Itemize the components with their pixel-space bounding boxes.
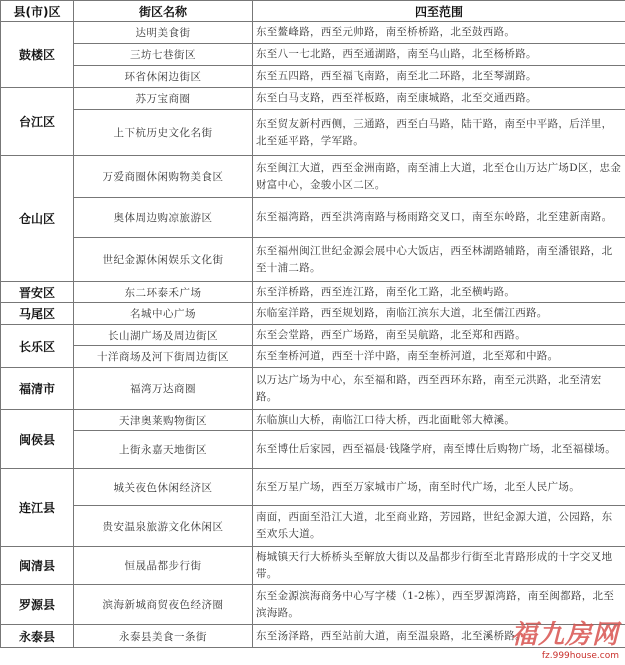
- district-cell: 罗源县: [1, 585, 74, 625]
- block-name-cell: 长山湖广场及周边街区: [74, 325, 253, 346]
- district-cell: 闽清县: [1, 547, 74, 585]
- range-cell: 东至五四路，西至福飞南路，南至北二环路，北至琴湖路。: [253, 66, 625, 88]
- block-name-cell: 名城中心广场: [74, 303, 253, 325]
- district-cell: 晋安区: [1, 282, 74, 303]
- block-name-cell: 滨海新城商贸夜色经济圈: [74, 585, 253, 625]
- header-range: 四至范围: [253, 1, 625, 22]
- table-row: [1, 469, 625, 506]
- block-name-cell: 世纪金源休闲娱乐文化街: [74, 238, 253, 282]
- range-cell: 梅城镇天行大桥桥头至解放大街以及晶都步行街至北青路形成的十字交叉地带。: [253, 547, 625, 585]
- range-cell: 东至闽江大道，西至金洲南路，南至浦上大道，北至仓山万达广场D区，忠金财富中心，金骏小区二区。: [253, 156, 625, 198]
- table-row: [1, 156, 625, 198]
- block-name-cell: 上街永嘉天地街区: [74, 431, 253, 469]
- range-cell: 东至博仕后家园，西至福晨·钱隆学府，南至博仕后购物广场，北至福様场。: [253, 431, 625, 469]
- range-cell: 东至福湾路，西至洪湾南路与杨雨路交叉口，南至东岭路，北至建新南路。: [253, 198, 625, 238]
- block-name-cell: 永泰县美食一条街: [74, 625, 253, 648]
- block-name-cell: 福湾万达商圈: [74, 368, 253, 410]
- district-cell: 连江县: [1, 469, 74, 547]
- range-cell: 东至金源滨海商务中心写字楼（1-2栋），西至罗源湾路，南至闽都路，北至滨海路。: [253, 585, 625, 625]
- header-block-name: 街区名称: [74, 1, 253, 22]
- range-cell: 东至奎桥河道，西至十洋中路，南至奎桥河道，北至郑和中路。: [253, 346, 625, 368]
- range-cell: 东至白马支路，西至祥板路，南至康城路，北至交通西路。: [253, 88, 625, 110]
- block-name-cell: 三坊七巷街区: [74, 44, 253, 66]
- table-row: [1, 431, 625, 469]
- table-row: [1, 44, 625, 66]
- block-name-cell: 十洋商场及河下街周边街区: [74, 346, 253, 368]
- range-cell: 东至洋桥路，西至连江路，南至化工路，北至横屿路。: [253, 282, 625, 303]
- range-cell: 东至万星广场，西至万家城市广场，南至时代广场，北至人民广场。: [253, 469, 625, 506]
- range-cell: 东至汤泽路，西至站前大道，南至温泉路，北至溪桥路。: [253, 625, 625, 648]
- block-name-cell: 环省休闲边街区: [74, 66, 253, 88]
- table-row: [1, 303, 625, 325]
- table-row: [1, 547, 625, 585]
- table-row: [1, 368, 625, 410]
- range-cell: 以万达广场为中心，东至福和路，西至西环东路，南至元洪路，北至清宏路。: [253, 368, 625, 410]
- district-cell: 鼓楼区: [1, 22, 74, 88]
- table-row: [1, 66, 625, 88]
- district-cell: 台江区: [1, 88, 74, 156]
- table-row: [1, 22, 625, 44]
- table-row: [1, 346, 625, 368]
- range-cell: 东临旗山大桥，南临江口待大桥，西北面毗邻大樟溪。: [253, 410, 625, 431]
- block-name-cell: 贵安温泉旅游文化休闲区: [74, 506, 253, 547]
- range-cell: 东至福州闽江世纪金源会展中心大饭店，西至林湖路辅路，南至潘银路，北至十浦二路。: [253, 238, 625, 282]
- table-row: [1, 110, 625, 156]
- block-name-cell: 奥体周边购凉旅游区: [74, 198, 253, 238]
- table-row: [1, 506, 625, 547]
- watermark-url: fz.999house.com: [541, 651, 619, 661]
- range-cell: 东至八一七北路，西至通湖路，南至乌山路，北至杨桥路。: [253, 44, 625, 66]
- table-header-row: [1, 1, 625, 22]
- table-row: [1, 238, 625, 282]
- range-cell: 东临室洋路，西至规划路，南临江滨东大道，北至儒江西路。: [253, 303, 625, 325]
- table-row: [1, 282, 625, 303]
- district-cell: 仓山区: [1, 156, 74, 282]
- block-name-cell: 万爱商圈休闲购物美食区: [74, 156, 253, 198]
- block-name-cell: 东二环泰禾广场: [74, 282, 253, 303]
- district-cell: 永泰县: [1, 625, 74, 648]
- range-cell: 东至贸友新村西侧，三通路，西至白马路，陆干路，南至中平路，后洋里，北至延平路，学军路。: [253, 110, 625, 156]
- table-body: [1, 22, 625, 648]
- block-name-cell: 苏万宝商圈: [74, 88, 253, 110]
- block-name-cell: 达明美食街: [74, 22, 253, 44]
- range-cell: 东至会堂路，西至广场路，南至吴航路，北至郑和西路。: [253, 325, 625, 346]
- watermark-brand: 福九房网: [510, 620, 619, 650]
- table-row: [1, 325, 625, 346]
- range-cell: 南面，西面至沿江大道，北至商业路，芳园路，世纪金源大道，公园路，东至欢乐大道。: [253, 506, 625, 547]
- table-row: [1, 410, 625, 431]
- block-name-cell: 城关夜色休闲经济区: [74, 469, 253, 506]
- header-county: 县(市)区: [1, 1, 74, 22]
- block-name-cell: 恒晟晶都步行街: [74, 547, 253, 585]
- district-cell: 马尾区: [1, 303, 74, 325]
- district-cell: 闽侯县: [1, 410, 74, 469]
- watermark: [511, 614, 619, 661]
- district-cell: 福清市: [1, 368, 74, 410]
- range-cell: 东至鳌峰路，西至元帅路，南至桥桥路，北至鼓西路。: [253, 22, 625, 44]
- block-name-cell: 上下杭历史文化名街: [74, 110, 253, 156]
- table-row: [1, 88, 625, 110]
- district-cell: 长乐区: [1, 325, 74, 368]
- block-name-cell: 天津奥莱购物街区: [74, 410, 253, 431]
- table-row: [1, 198, 625, 238]
